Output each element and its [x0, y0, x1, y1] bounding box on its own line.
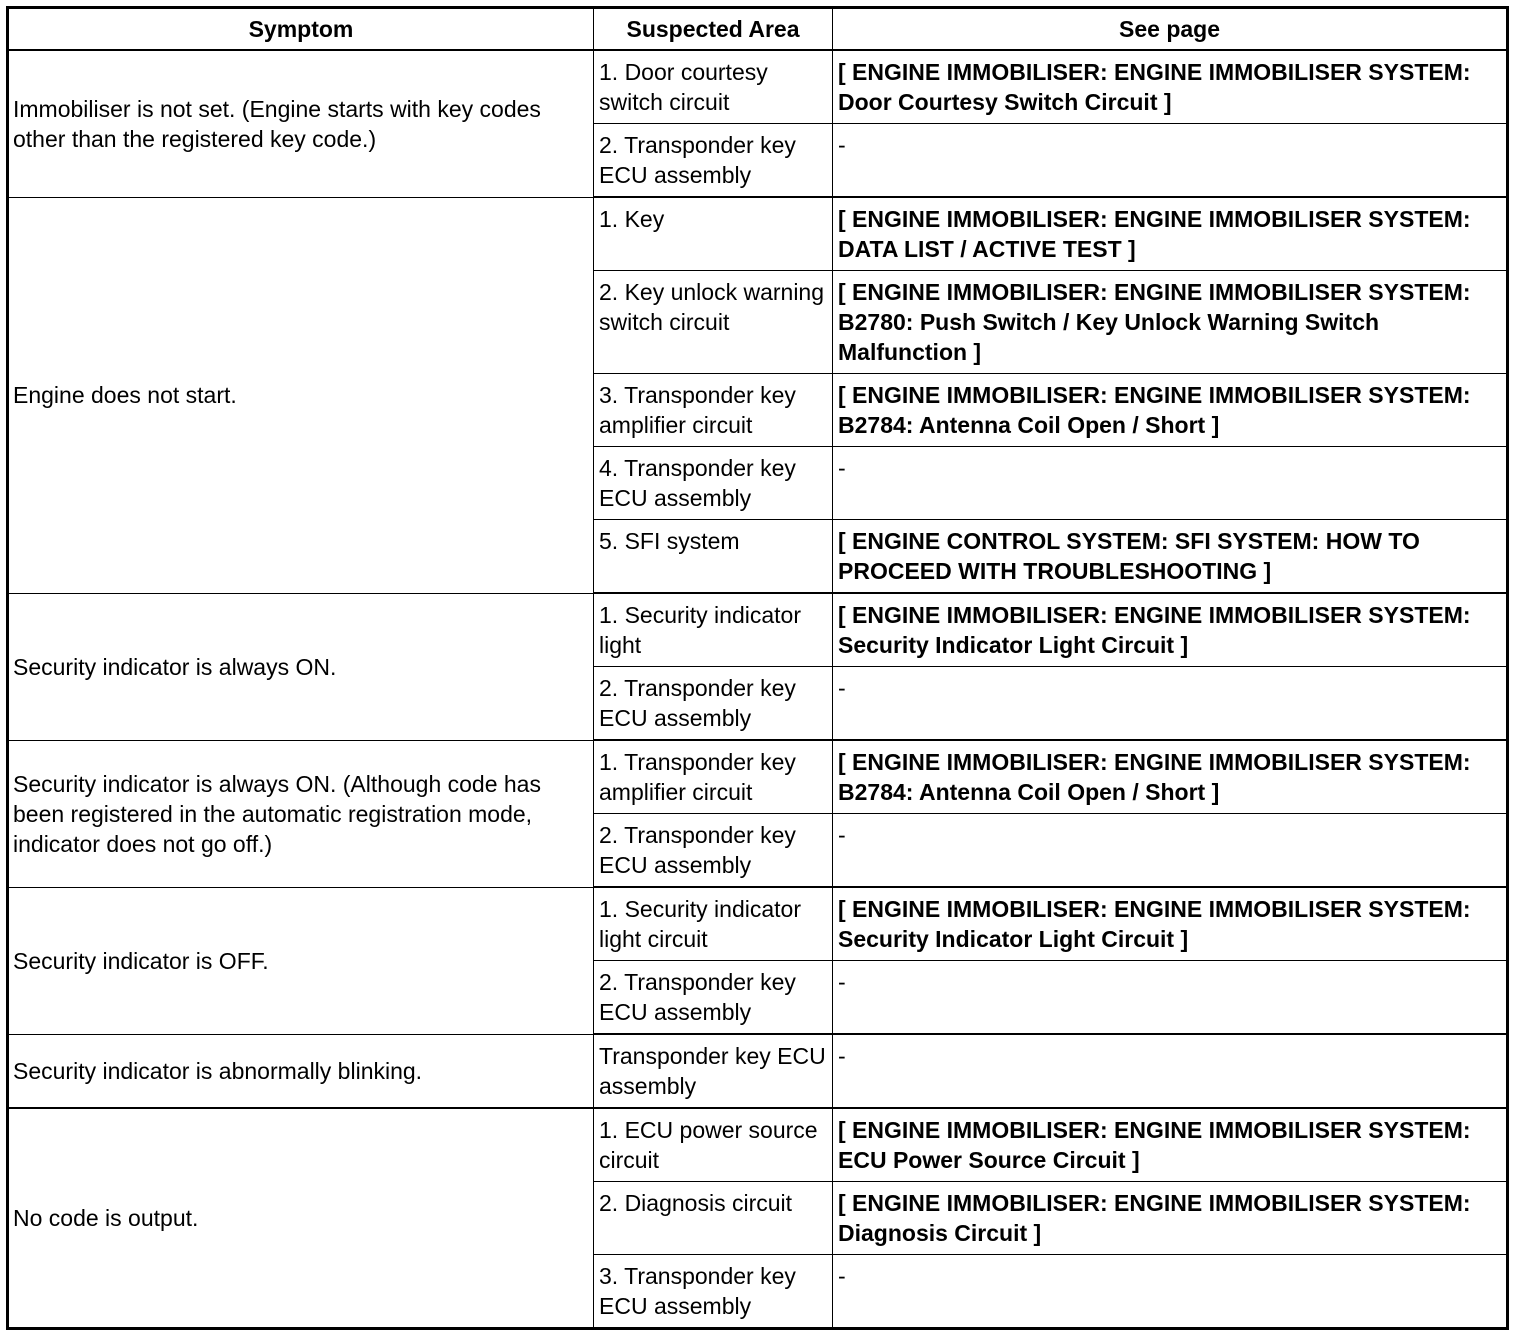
suspected-area-cell: 5. SFI system — [594, 520, 833, 594]
suspected-area-cell: 2. Key unlock warning switch circuit — [594, 271, 833, 374]
see-page-link[interactable]: [ ENGINE IMMOBILISER: ENGINE IMMOBILISER SYSTEM: B2784: Antenna Coil Open / Short ] — [833, 374, 1508, 447]
see-page-link[interactable]: [ ENGINE IMMOBILISER: ENGINE IMMOBILISER SYSTEM: ECU Power Source Circuit ] — [833, 1108, 1508, 1182]
header-row — [8, 8, 1508, 51]
suspected-area-cell: 2. Transponder key ECU assembly — [594, 961, 833, 1035]
suspected-area-cell: 2. Transponder key ECU assembly — [594, 667, 833, 741]
see-page-link[interactable]: [ ENGINE IMMOBILISER: ENGINE IMMOBILISER SYSTEM: Security Indicator Light Circuit ] — [833, 887, 1508, 961]
symptom-cell: Engine does not start. — [8, 197, 594, 593]
table-row — [8, 197, 1508, 271]
table-row — [8, 1034, 1508, 1108]
see-page-cell: - — [833, 1034, 1508, 1108]
problem-symptoms-table — [6, 6, 1509, 1330]
see-page-link[interactable]: [ ENGINE IMMOBILISER: ENGINE IMMOBILISER SYSTEM: Diagnosis Circuit ] — [833, 1182, 1508, 1255]
suspected-area-cell: 1. Key — [594, 197, 833, 271]
symptom-cell: Immobiliser is not set. (Engine starts with key codes other than the registered key code.) — [8, 50, 594, 197]
see-page-link[interactable]: [ ENGINE IMMOBILISER: ENGINE IMMOBILISER SYSTEM: Security Indicator Light Circuit ] — [833, 593, 1508, 667]
table-row — [8, 593, 1508, 667]
see-page-cell: - — [833, 447, 1508, 520]
see-page-header: See page — [833, 8, 1508, 51]
symptom-cell: Security indicator is always ON. — [8, 593, 594, 740]
suspected-area-header: Suspected Area — [594, 8, 833, 51]
symptom-cell: No code is output. — [8, 1108, 594, 1329]
suspected-area-cell: 4. Transponder key ECU assembly — [594, 447, 833, 520]
symptom-cell: Security indicator is OFF. — [8, 887, 594, 1034]
see-page-cell: - — [833, 961, 1508, 1035]
suspected-area-cell: 1. Security indicator light — [594, 593, 833, 667]
suspected-area-cell: 2. Transponder key ECU assembly — [594, 124, 833, 198]
see-page-cell: - — [833, 1255, 1508, 1329]
suspected-area-cell: 1. Door courtesy switch circuit — [594, 50, 833, 124]
troubleshooting-page — [6, 6, 1509, 1330]
suspected-area-cell: 1. Transponder key amplifier circuit — [594, 740, 833, 814]
see-page-link[interactable]: [ ENGINE CONTROL SYSTEM: SFI SYSTEM: HOW TO PROCEED WITH TROUBLESHOOTING ] — [833, 520, 1508, 594]
suspected-area-cell: 3. Transponder key ECU assembly — [594, 1255, 833, 1329]
table-row — [8, 50, 1508, 124]
suspected-area-cell: 1. Security indicator light circuit — [594, 887, 833, 961]
see-page-cell: - — [833, 814, 1508, 888]
table-row — [8, 740, 1508, 814]
see-page-link[interactable]: [ ENGINE IMMOBILISER: ENGINE IMMOBILISER SYSTEM: B2780: Push Switch / Key Unlock Warning Switch Malfunction ] — [833, 271, 1508, 374]
table-row — [8, 1108, 1508, 1182]
symptom-header: Symptom — [8, 8, 594, 51]
see-page-cell: - — [833, 667, 1508, 741]
table-row — [8, 887, 1508, 961]
symptom-cell: Security indicator is abnormally blinking. — [8, 1034, 594, 1108]
see-page-link[interactable]: [ ENGINE IMMOBILISER: ENGINE IMMOBILISER SYSTEM: DATA LIST / ACTIVE TEST ] — [833, 197, 1508, 271]
see-page-cell: - — [833, 124, 1508, 198]
suspected-area-cell: 1. ECU power source circuit — [594, 1108, 833, 1182]
suspected-area-cell: Transponder key ECU assembly — [594, 1034, 833, 1108]
see-page-link[interactable]: [ ENGINE IMMOBILISER: ENGINE IMMOBILISER SYSTEM: Door Courtesy Switch Circuit ] — [833, 50, 1508, 124]
symptom-cell: Security indicator is always ON. (Although code has been registered in the automatic registration mode, indicator does not go off.) — [8, 740, 594, 887]
suspected-area-cell: 2. Diagnosis circuit — [594, 1182, 833, 1255]
suspected-area-cell: 2. Transponder key ECU assembly — [594, 814, 833, 888]
see-page-link[interactable]: [ ENGINE IMMOBILISER: ENGINE IMMOBILISER SYSTEM: B2784: Antenna Coil Open / Short ] — [833, 740, 1508, 814]
suspected-area-cell: 3. Transponder key amplifier circuit — [594, 374, 833, 447]
